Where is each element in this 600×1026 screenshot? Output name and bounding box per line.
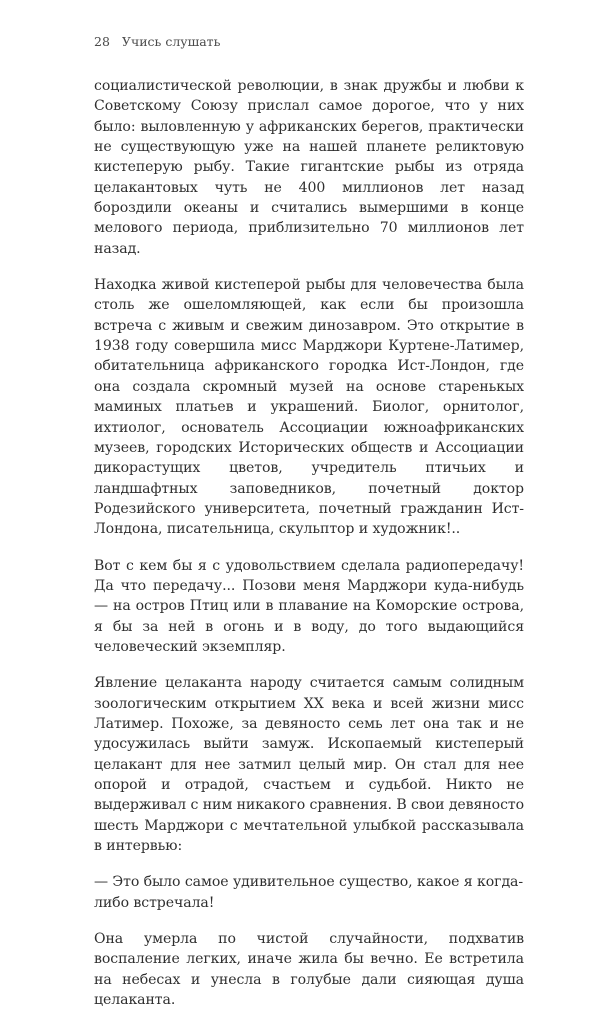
paragraph-6: Она умерла по чистой случайности, подхватив воспаление легких, иначе жила бы вечно. Ее встретила на небесах и унесла в голубые дали сияющая душа целаканта. (94, 931, 524, 1009)
paragraph-1: социалистической революции, в знак дружбы и любви к Советскому Союзу прислал самое дорогое, что у них было: выловленную у африканских берегов, практически не существующую уже на нашей планете реликтовую кистеперую рыбу. Такие гигантские рыбы из отряда целакантовых чуть не 400 миллионов лет назад бороздили океаны и считались вымершими в конце мелового периода, приблизительно 70 миллионов лет назад. (94, 78, 524, 257)
body-text (94, 76, 524, 1026)
quote-paragraph: — Это было самое удивительное существо, какое я когда-либо встречала! (94, 874, 524, 911)
page-number: 28 (94, 34, 110, 49)
paragraph-4: Явление целаканта народу считается самым солидным зоологическим открытием XX века и всей жизни мисс Латимер. Похоже, за девяносто семь лет она так и не удосужилась выйти замуж. Ископаемый кистеперый целакант для нее затмил целый мир. Он стал для нее опорой и отрадой, счастьем и судьбой. Никто не выдерживал с ним никакого сравнения. В свои девяносто шесть Марджори с мечтательной улыбкой рассказывала в интервью: (94, 675, 524, 855)
running-header (94, 36, 220, 49)
paragraph-2: Находка живой кистеперой рыбы для человечества была столь же ошеломляющей, как если бы произошла встреча с живым и свежим динозавром. Это открытие в 1938 году совершила мисс Марджори Куртене-Латимер, обитательница африканского городка Ист-Лондон, где она создала скромный музей на основе старенькых маминых платьев и украшений. Биолог, орнитолог, ихтиолог, основатель Ассоциации южноафриканских музеев, городских Исторических обществ и Ассоциации дикорастущих цветов, учредитель птичьих и ландшафтных заповедников, почетный доктор Родезийского университета, почетный гражданин Ист-Лондона, писательница, скульптор и художник!.. (94, 277, 524, 538)
running-title: Учись слушать (121, 34, 221, 49)
paragraph-3: Вот с кем бы я с удовольствием сделала радиопередачу! Да что передачу... Позови меня Марджори куда-нибудь — на остров Птиц или в плавание на Коморские острова, я бы за ней в огонь и в воду, до того выдающийся человеческий экземпляр. (94, 557, 524, 655)
